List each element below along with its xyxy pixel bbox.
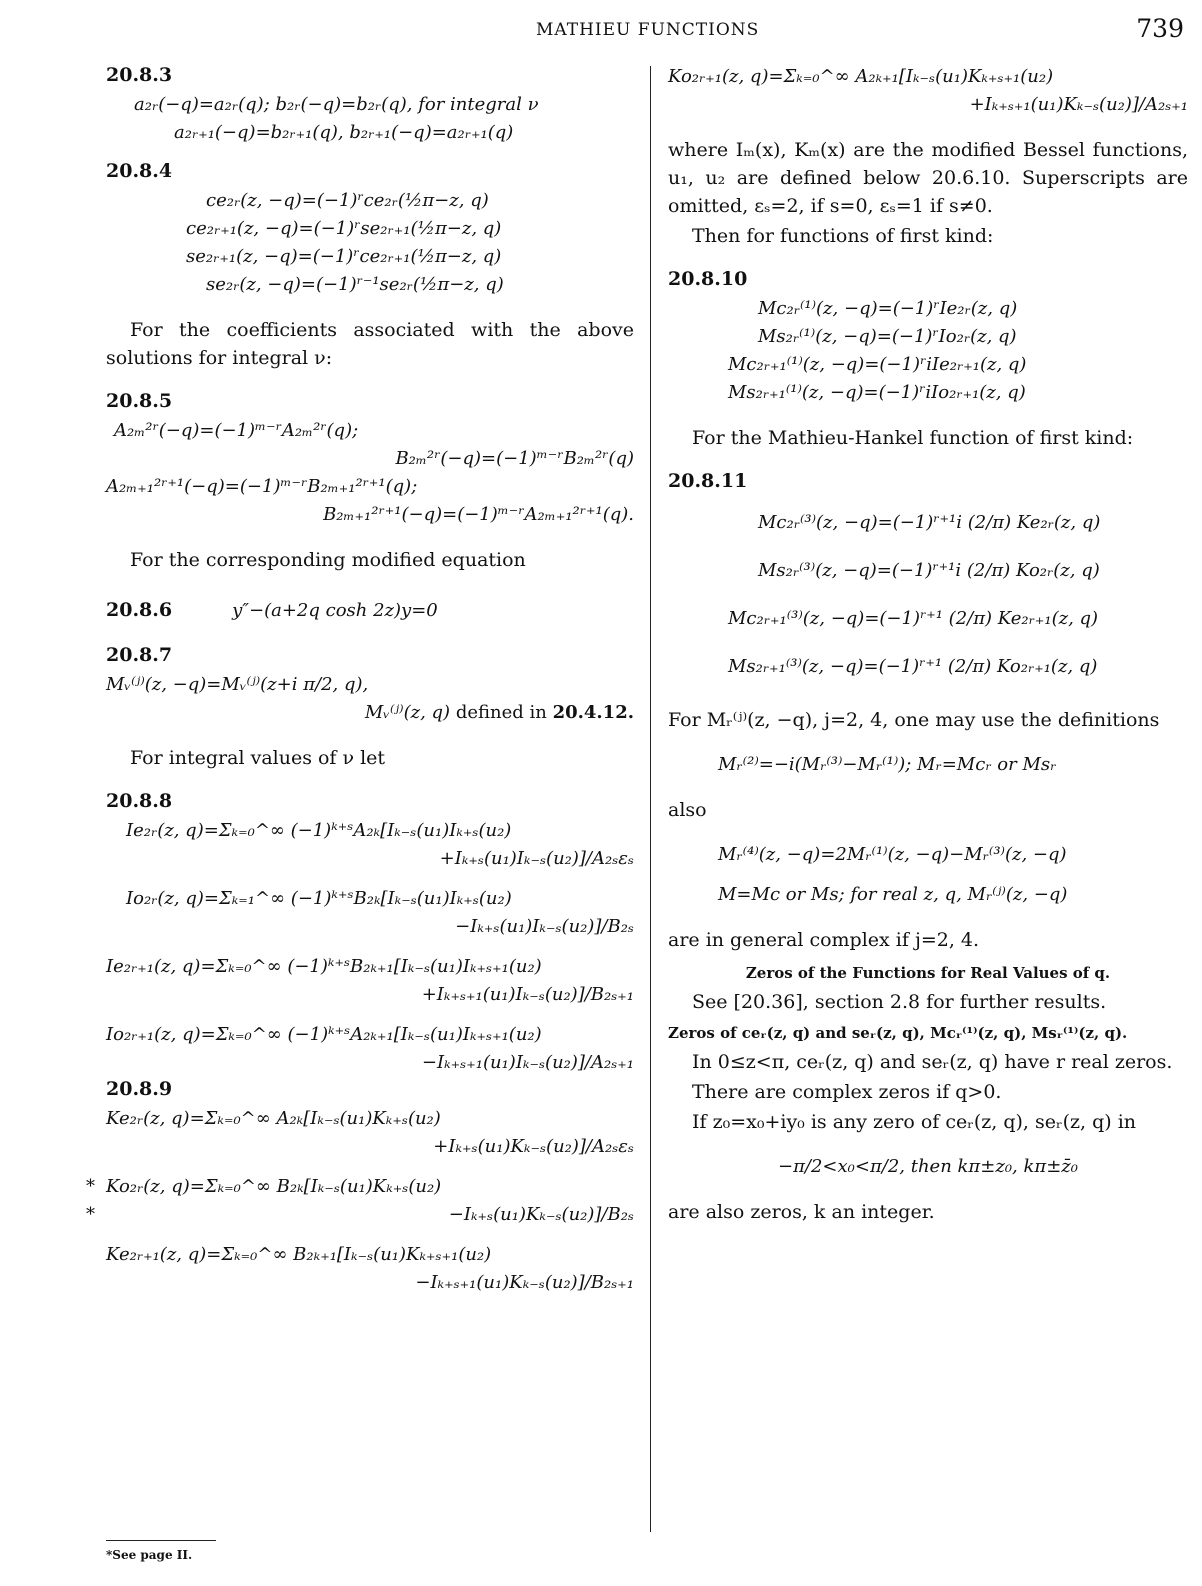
equation: Ke₂ᵣ₊₁(z, q)=Σₖ₌₀^∞ B₂ₖ₊₁[Iₖ₋ₛ(u₁)Kₖ₊ₛ₊₁(u₂) <box>106 1244 492 1265</box>
equation: +Iₖ₊ₛ(u₁)Kₖ₋ₛ(u₂)]/A₂ₛεₛ <box>433 1136 634 1157</box>
equation: a₂ᵣ₊₁(−q)=b₂ᵣ₊₁(q), b₂ᵣ₊₁(−q)=a₂ᵣ₊₁(q) <box>174 122 514 143</box>
equation-text: Ko₂ᵣ(z, q)=Σₖ₌₀^∞ B₂ₖ[Iₖ₋ₛ(u₁)Kₖ₊ₛ(u₂) <box>106 1176 442 1197</box>
equation: Ms₂ᵣ₊₁⁽³⁾(z, −q)=(−1)ʳ⁺¹ (2/π) Ko₂ᵣ₊₁(z, q) <box>728 656 1098 677</box>
equation: +Iₖ₊ₛ₊₁(u₁)Kₖ₋ₛ(u₂)]/A₂ₛ₊₁ <box>969 94 1188 115</box>
equation: Mc₂ᵣ⁽¹⁾(z, −q)=(−1)ʳIe₂ᵣ(z, q) <box>758 298 1018 319</box>
equation: M=Mc or Ms; for real z, q, Mᵣ⁽ʲ⁾(z, −q) <box>718 884 1068 905</box>
paragraph: For the Mathieu-Hankel function of first kind: <box>692 427 1134 449</box>
paragraph: For Mᵣ⁽ʲ⁾(z, −q), j=2, 4, one may use the definitions <box>668 709 1160 731</box>
equation-text: −Iₖ₊ₛ(u₁)Kₖ₋ₛ(u₂)]/B₂ₛ <box>448 1204 634 1225</box>
cross-reference: 20.4.12. <box>552 702 634 723</box>
paragraph: There are complex zeros if q>0. <box>692 1081 1002 1103</box>
equation: ce₂ᵣ₊₁(z, −q)=(−1)ʳse₂ᵣ₊₁(½π−z, q) <box>186 218 502 239</box>
equation: A₂ₘ²ʳ(−q)=(−1)ᵐ⁻ʳA₂ₘ²ʳ(q); <box>114 420 359 441</box>
column-divider <box>650 66 651 1532</box>
equation: Io₂ᵣ(z, q)=Σₖ₌₁^∞ (−1)ᵏ⁺ˢB₂ₖ[Iₖ₋ₛ(u₁)Iₖ₊ₛ(u₂) <box>126 888 512 909</box>
equation: se₂ᵣ(z, −q)=(−1)ʳ⁻¹se₂ᵣ(½π−z, q) <box>206 274 504 295</box>
equation: y″−(a+2q cosh 2z)y=0 <box>232 600 438 621</box>
paragraph: are also zeros, k an integer. <box>668 1201 935 1223</box>
equation: Mᵥ⁽ʲ⁾(z, q) <box>364 702 451 723</box>
asterisk: * <box>86 1204 95 1225</box>
footnote-rule <box>106 1540 216 1541</box>
equation: +Iₖ₊ₛ₊₁(u₁)Iₖ₋ₛ(u₂)]/B₂ₛ₊₁ <box>421 984 634 1005</box>
equation <box>86 1202 634 1228</box>
paragraph: In 0≤z<π, ceᵣ(z, q) and seᵣ(z, q) have r real zeros. <box>692 1051 1173 1073</box>
equation: −Iₖ₊ₛ(u₁)Iₖ₋ₛ(u₂)]/B₂ₛ <box>455 916 634 937</box>
equation: B₂ₘ₊₁²ʳ⁺¹(−q)=(−1)ᵐ⁻ʳA₂ₘ₊₁²ʳ⁺¹(q). <box>323 504 634 525</box>
paragraph: are in general complex if j=2, 4. <box>668 929 980 951</box>
equation: Ms₂ᵣ⁽³⁾(z, −q)=(−1)ʳ⁺¹i (2/π) Ko₂ᵣ(z, q) <box>758 560 1100 581</box>
equation <box>86 1174 634 1200</box>
equation: B₂ₘ²ʳ(−q)=(−1)ᵐ⁻ʳB₂ₘ²ʳ(q) <box>395 448 634 469</box>
equation-number: 20.8.6 <box>106 599 173 621</box>
paragraph: For the coefficients associated with the above solutions for integral ν: <box>106 319 634 369</box>
equation: −Iₖ₊ₛ₊₁(u₁)Iₖ₋ₛ(u₂)]/A₂ₛ₊₁ <box>421 1052 634 1073</box>
equation: Mc₂ᵣ₊₁⁽¹⁾(z, −q)=(−1)ʳiIe₂ᵣ₊₁(z, q) <box>728 354 1027 375</box>
paragraph: For integral values of ν let <box>130 747 386 769</box>
equation: −π/2<x₀<π/2, then kπ±z₀, kπ±z̄₀ <box>777 1156 1079 1177</box>
page-number: 739 <box>1136 14 1184 43</box>
equation-number: 20.8.5 <box>106 390 173 412</box>
equation: Ko₂ᵣ₊₁(z, q)=Σₖ₌₀^∞ A₂ₖ₊₁[Iₖ₋ₛ(u₁)Kₖ₊ₛ₊₁(u₂) <box>668 66 1054 87</box>
equation: Mc₂ᵣ⁽³⁾(z, −q)=(−1)ʳ⁺¹i (2/π) Ke₂ᵣ(z, q) <box>758 512 1101 533</box>
equation: a₂ᵣ(−q)=a₂ᵣ(q); b₂ᵣ(−q)=b₂ᵣ(q), for integral ν <box>134 94 539 115</box>
equation-number: 20.8.9 <box>106 1078 173 1100</box>
equation: ce₂ᵣ(z, −q)=(−1)ʳce₂ᵣ(½π−z, q) <box>206 190 489 211</box>
section-heading: Zeros of the Functions for Real Values of q. <box>745 964 1111 982</box>
equation: Ms₂ᵣ⁽¹⁾(z, −q)=(−1)ʳIo₂ᵣ(z, q) <box>758 326 1017 347</box>
equation: Mᵣ⁽²⁾=−i(Mᵣ⁽³⁾−Mᵣ⁽¹⁾); Mᵣ=Mcᵣ or Msᵣ <box>718 754 1057 775</box>
paragraph: where Iₘ(x), Kₘ(x) are the modified Bessel functions, u₁, u₂ are defined below 20.6.10. Superscripts are omitted, εₛ=2, if s=0, εₛ=1 if s≠0. <box>668 139 1188 217</box>
equation: Mc₂ᵣ₊₁⁽³⁾(z, −q)=(−1)ʳ⁺¹ (2/π) Ke₂ᵣ₊₁(z, q) <box>728 608 1099 629</box>
equation: Ie₂ᵣ₊₁(z, q)=Σₖ₌₀^∞ (−1)ᵏ⁺ˢB₂ₖ₊₁[Iₖ₋ₛ(u₁)Iₖ₊ₛ₊₁(u₂) <box>106 956 542 977</box>
paragraph: Then for functions of first kind: <box>692 225 994 247</box>
equation: Io₂ᵣ₊₁(z, q)=Σₖ₌₀^∞ (−1)ᵏ⁺ˢA₂ₖ₊₁[Iₖ₋ₛ(u₁)Iₖ₊ₛ₊₁(u₂) <box>106 1024 542 1045</box>
paragraph: If z₀=x₀+iy₀ is any zero of ceᵣ(z, q), seᵣ(z, q) in <box>692 1111 1137 1133</box>
equation: +Iₖ₊ₛ(u₁)Iₖ₋ₛ(u₂)]/A₂ₛεₛ <box>439 848 634 869</box>
asterisk: * <box>86 1176 95 1197</box>
equation-number: 20.8.8 <box>106 790 173 812</box>
paragraph: See [20.36], section 2.8 for further results. <box>692 991 1107 1013</box>
equation: Ie₂ᵣ(z, q)=Σₖ₌₀^∞ (−1)ᵏ⁺ˢA₂ₖ[Iₖ₋ₛ(u₁)Iₖ₊ₛ(u₂) <box>126 820 512 841</box>
footnote: *See page II. <box>106 1548 193 1562</box>
equation-number: 20.8.10 <box>668 268 748 290</box>
equation: Mᵣ⁽⁴⁾(z, −q)=2Mᵣ⁽¹⁾(z, −q)−Mᵣ⁽³⁾(z, −q) <box>718 844 1067 865</box>
equation: Ms₂ᵣ₊₁⁽¹⁾(z, −q)=(−1)ʳiIo₂ᵣ₊₁(z, q) <box>728 382 1026 403</box>
text: defined in <box>455 702 547 723</box>
paragraph: For the corresponding modified equation <box>130 549 526 571</box>
equation-number: 20.8.11 <box>668 470 748 492</box>
left-column <box>86 62 634 1298</box>
section-heading: Zeros of ceᵣ(z, q) and seᵣ(z, q), Mcᵣ⁽¹⁾(z, q), Msᵣ⁽¹⁾(z, q). <box>668 1024 1128 1042</box>
equation-reference <box>106 700 634 726</box>
equation: A₂ₘ₊₁²ʳ⁺¹(−q)=(−1)ᵐ⁻ʳB₂ₘ₊₁²ʳ⁺¹(q); <box>106 476 418 497</box>
equation-number: 20.8.7 <box>106 644 173 666</box>
equation-number: 20.8.3 <box>106 64 173 86</box>
equation: se₂ᵣ₊₁(z, −q)=(−1)ʳce₂ᵣ₊₁(½π−z, q) <box>186 246 502 267</box>
equation-number: 20.8.4 <box>106 160 173 182</box>
running-head: MATHIEU FUNCTIONS <box>536 20 760 40</box>
equation-line <box>106 598 634 624</box>
equation: −Iₖ₊ₛ₊₁(u₁)Kₖ₋ₛ(u₂)]/B₂ₛ₊₁ <box>415 1272 634 1293</box>
equation: Ke₂ᵣ(z, q)=Σₖ₌₀^∞ A₂ₖ[Iₖ₋ₛ(u₁)Kₖ₊ₛ(u₂) <box>106 1108 441 1129</box>
paragraph: also <box>668 799 707 821</box>
equation: Mᵥ⁽ʲ⁾(z, −q)=Mᵥ⁽ʲ⁾(z+i π/2, q), <box>106 674 369 695</box>
right-column <box>668 62 1188 1232</box>
